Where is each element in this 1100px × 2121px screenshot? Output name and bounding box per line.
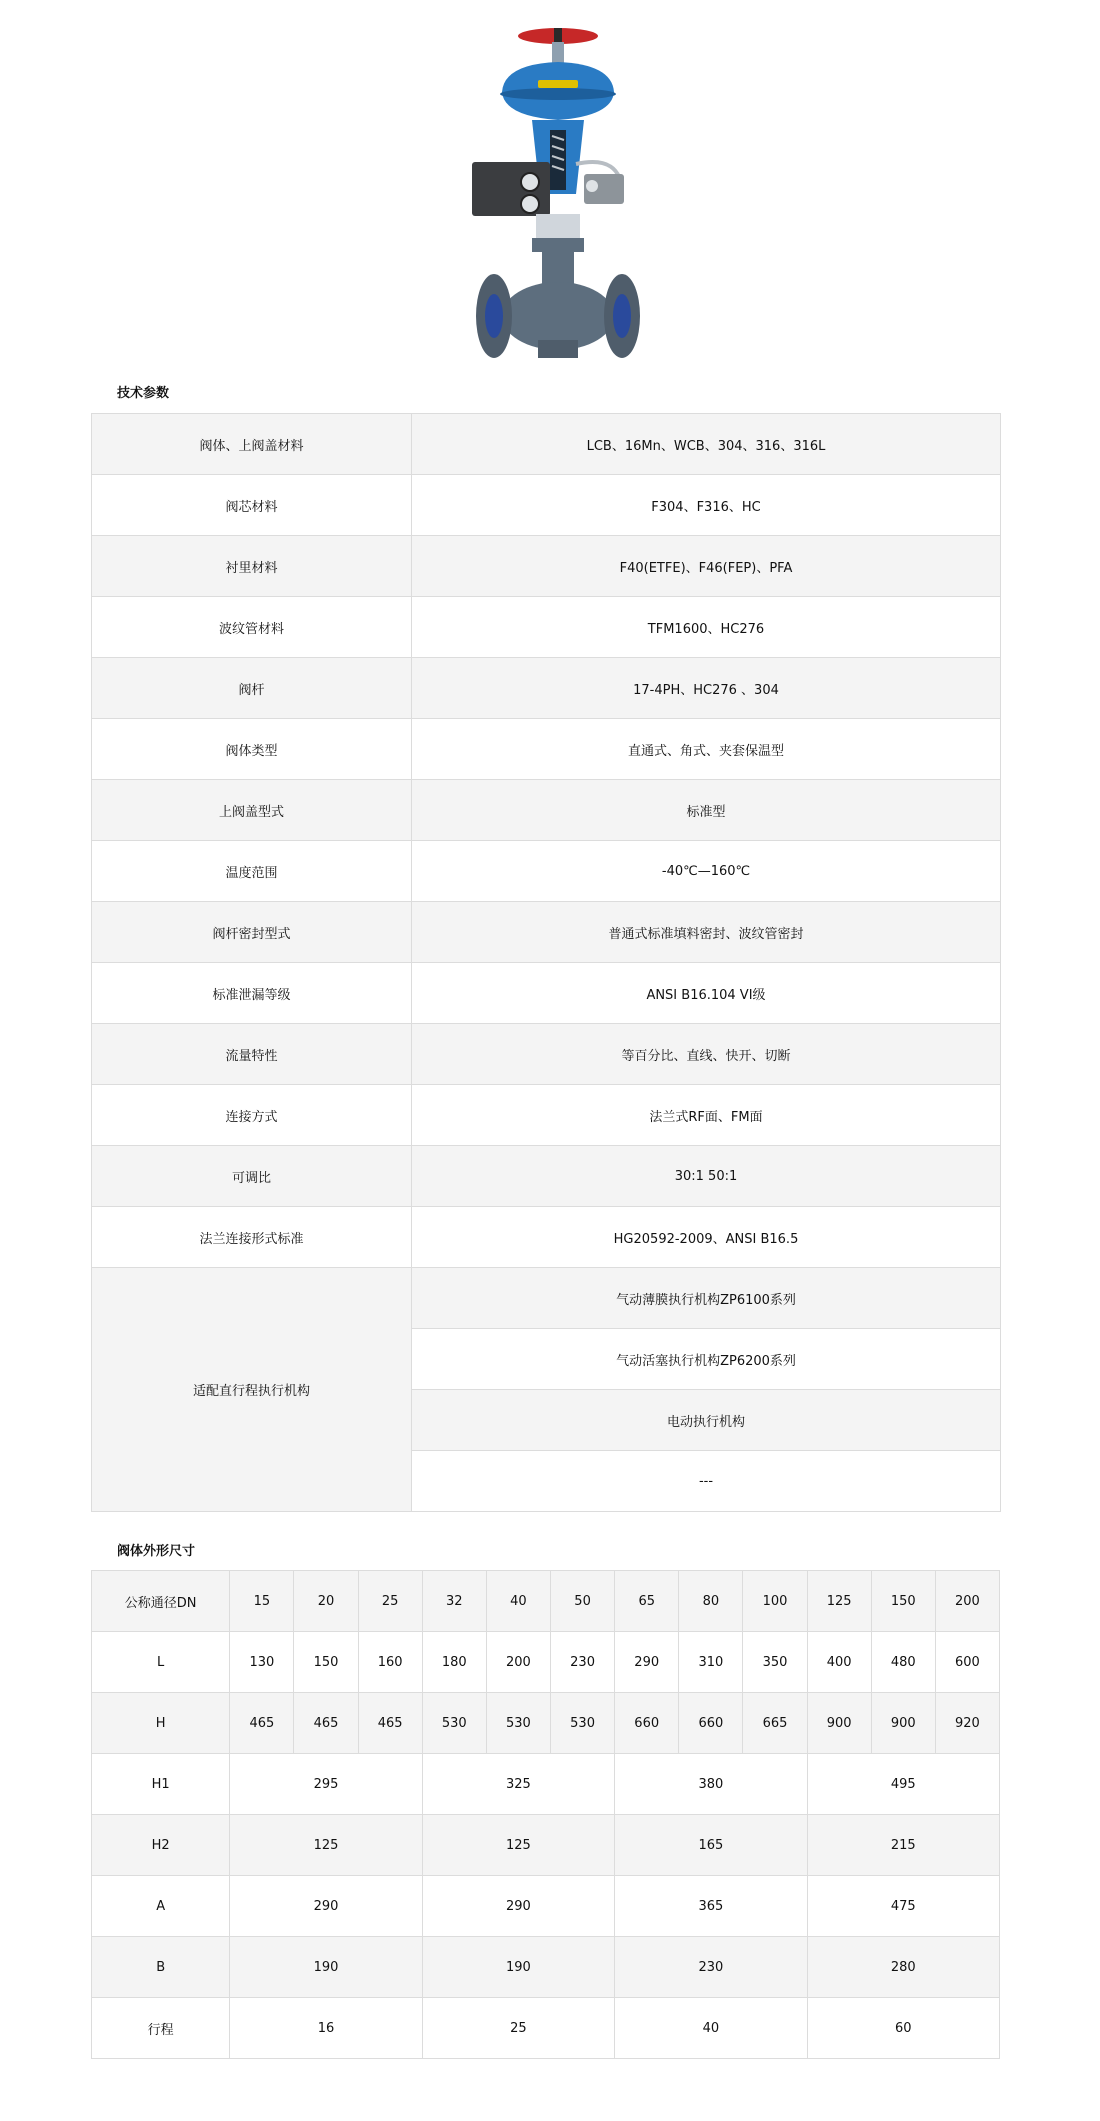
param-label: 温度范围 [92,841,412,902]
h-cell: 465 [358,1693,422,1754]
dn-cell: 100 [743,1571,807,1632]
h-cell: 665 [743,1693,807,1754]
actuator-label: 适配直行程执行机构 [92,1268,412,1512]
l-cell: 150 [294,1632,358,1693]
table-row [92,597,1001,658]
param-value: 等百分比、直线、快开、切断 [412,1024,1001,1085]
row-label: H2 [92,1815,230,1876]
param-value: 17-4PH、HC276 、304 [412,658,1001,719]
param-label: 阀杆 [92,658,412,719]
param-label: 可调比 [92,1146,412,1207]
dn-cell: 125 [807,1571,871,1632]
table-row [92,1024,1001,1085]
l-cell: 480 [871,1632,935,1693]
valve-body [502,282,614,350]
l-cell: 160 [358,1632,422,1693]
l-cell: 600 [935,1632,999,1693]
param-label: 波纹管材料 [92,597,412,658]
dn-cell: 40 [486,1571,550,1632]
param-label: 法兰连接形式标准 [92,1207,412,1268]
table-row [92,414,1001,475]
grouped-cell: 40 [615,1998,807,2059]
l-cell: 400 [807,1632,871,1693]
param-value: F304、F316、HC [412,475,1001,536]
table-row [92,902,1001,963]
table-row [92,780,1001,841]
dn-cell: 200 [935,1571,999,1632]
l-cell: 290 [615,1632,679,1693]
grouped-cell: 25 [422,1998,614,2059]
param-value: 法兰式RF面、FM面 [412,1085,1001,1146]
actuator-value: --- [412,1451,1001,1512]
grouped-cell: 475 [807,1876,999,1937]
l-cell: 350 [743,1632,807,1693]
param-label: 衬里材料 [92,536,412,597]
table-row [92,719,1001,780]
h-cell: 530 [551,1693,615,1754]
dn-cell: 32 [422,1571,486,1632]
table-row [92,1876,1000,1937]
dn-cell: 150 [871,1571,935,1632]
grouped-cell: 190 [422,1937,614,1998]
table-row [92,1693,1000,1754]
param-value: 普通式标准填料密封、波纹管密封 [412,902,1001,963]
l-cell: 310 [679,1632,743,1693]
param-label: 阀体类型 [92,719,412,780]
actuator-value: 气动活塞执行机构ZP6200系列 [412,1329,1001,1390]
h-cell: 920 [935,1693,999,1754]
dn-label: 公称通径DN [92,1571,230,1632]
l-cell: 180 [422,1632,486,1693]
actuator-value: 电动执行机构 [412,1390,1001,1451]
param-value: 直通式、角式、夹套保温型 [412,719,1001,780]
row-label: L [92,1632,230,1693]
table-row [92,963,1001,1024]
param-value: LCB、16Mn、WCB、304、316、316L [412,414,1001,475]
table-row [92,841,1001,902]
param-value: ANSI B16.104 VI级 [412,963,1001,1024]
l-cell: 130 [230,1632,294,1693]
table-row [92,475,1001,536]
grouped-cell: 325 [422,1754,614,1815]
param-label: 流量特性 [92,1024,412,1085]
param-value: F40(ETFE)、F46(FEP)、PFA [412,536,1001,597]
dn-cell: 80 [679,1571,743,1632]
table-row [92,1207,1001,1268]
grouped-cell: 60 [807,1998,999,2059]
table-row [92,1815,1000,1876]
param-value: 标准型 [412,780,1001,841]
table-row [92,1085,1001,1146]
param-value: 30:1 50:1 [412,1146,1001,1207]
h-cell: 660 [615,1693,679,1754]
grouped-cell: 295 [230,1754,422,1815]
param-label: 阀体、上阀盖材料 [92,414,412,475]
dn-cell: 50 [551,1571,615,1632]
table-row [92,1146,1001,1207]
h-cell: 900 [807,1693,871,1754]
actuator-value: 气动薄膜执行机构ZP6100系列 [412,1268,1001,1329]
grouped-cell: 380 [615,1754,807,1815]
grouped-cell: 280 [807,1937,999,1998]
table-row [92,1268,1001,1329]
table-row [92,658,1001,719]
param-value: -40℃—160℃ [412,841,1001,902]
technical-parameters-heading: 技术参数 [117,386,170,401]
product-image [472,24,647,360]
grouped-cell: 365 [615,1876,807,1937]
technical-parameters-table [91,413,1001,1512]
grouped-cell: 290 [422,1876,614,1937]
grouped-cell: 16 [230,1998,422,2059]
grouped-cell: 190 [230,1937,422,1998]
grouped-cell: 290 [230,1876,422,1937]
dimensions-heading: 阀体外形尺寸 [117,1544,196,1559]
h-cell: 900 [871,1693,935,1754]
l-cell: 230 [551,1632,615,1693]
row-label: H [92,1693,230,1754]
grouped-cell: 215 [807,1815,999,1876]
table-row [92,1632,1000,1693]
grouped-cell: 125 [422,1815,614,1876]
grouped-cell: 125 [230,1815,422,1876]
dn-cell: 15 [230,1571,294,1632]
h-cell: 465 [230,1693,294,1754]
param-value: TFM1600、HC276 [412,597,1001,658]
dn-cell: 65 [615,1571,679,1632]
dn-cell: 20 [294,1571,358,1632]
param-label: 连接方式 [92,1085,412,1146]
row-label: 行程 [92,1998,230,2059]
row-label: A [92,1876,230,1937]
table-row [92,1998,1000,2059]
h-cell: 530 [486,1693,550,1754]
grouped-cell: 165 [615,1815,807,1876]
param-label: 上阀盖型式 [92,780,412,841]
grouped-cell: 230 [615,1937,807,1998]
table-row [92,1937,1000,1998]
h-cell: 530 [422,1693,486,1754]
param-label: 阀杆密封型式 [92,902,412,963]
row-label: H1 [92,1754,230,1815]
table-row [92,536,1001,597]
l-cell: 200 [486,1632,550,1693]
dimensions-table [91,1570,1000,2059]
dn-cell: 25 [358,1571,422,1632]
table-row [92,1571,1000,1632]
grouped-cell: 495 [807,1754,999,1815]
param-value: HG20592-2009、ANSI B16.5 [412,1207,1001,1268]
h-cell: 660 [679,1693,743,1754]
row-label: B [92,1937,230,1998]
table-row [92,1754,1000,1815]
param-label: 标准泄漏等级 [92,963,412,1024]
param-label: 阀芯材料 [92,475,412,536]
h-cell: 465 [294,1693,358,1754]
